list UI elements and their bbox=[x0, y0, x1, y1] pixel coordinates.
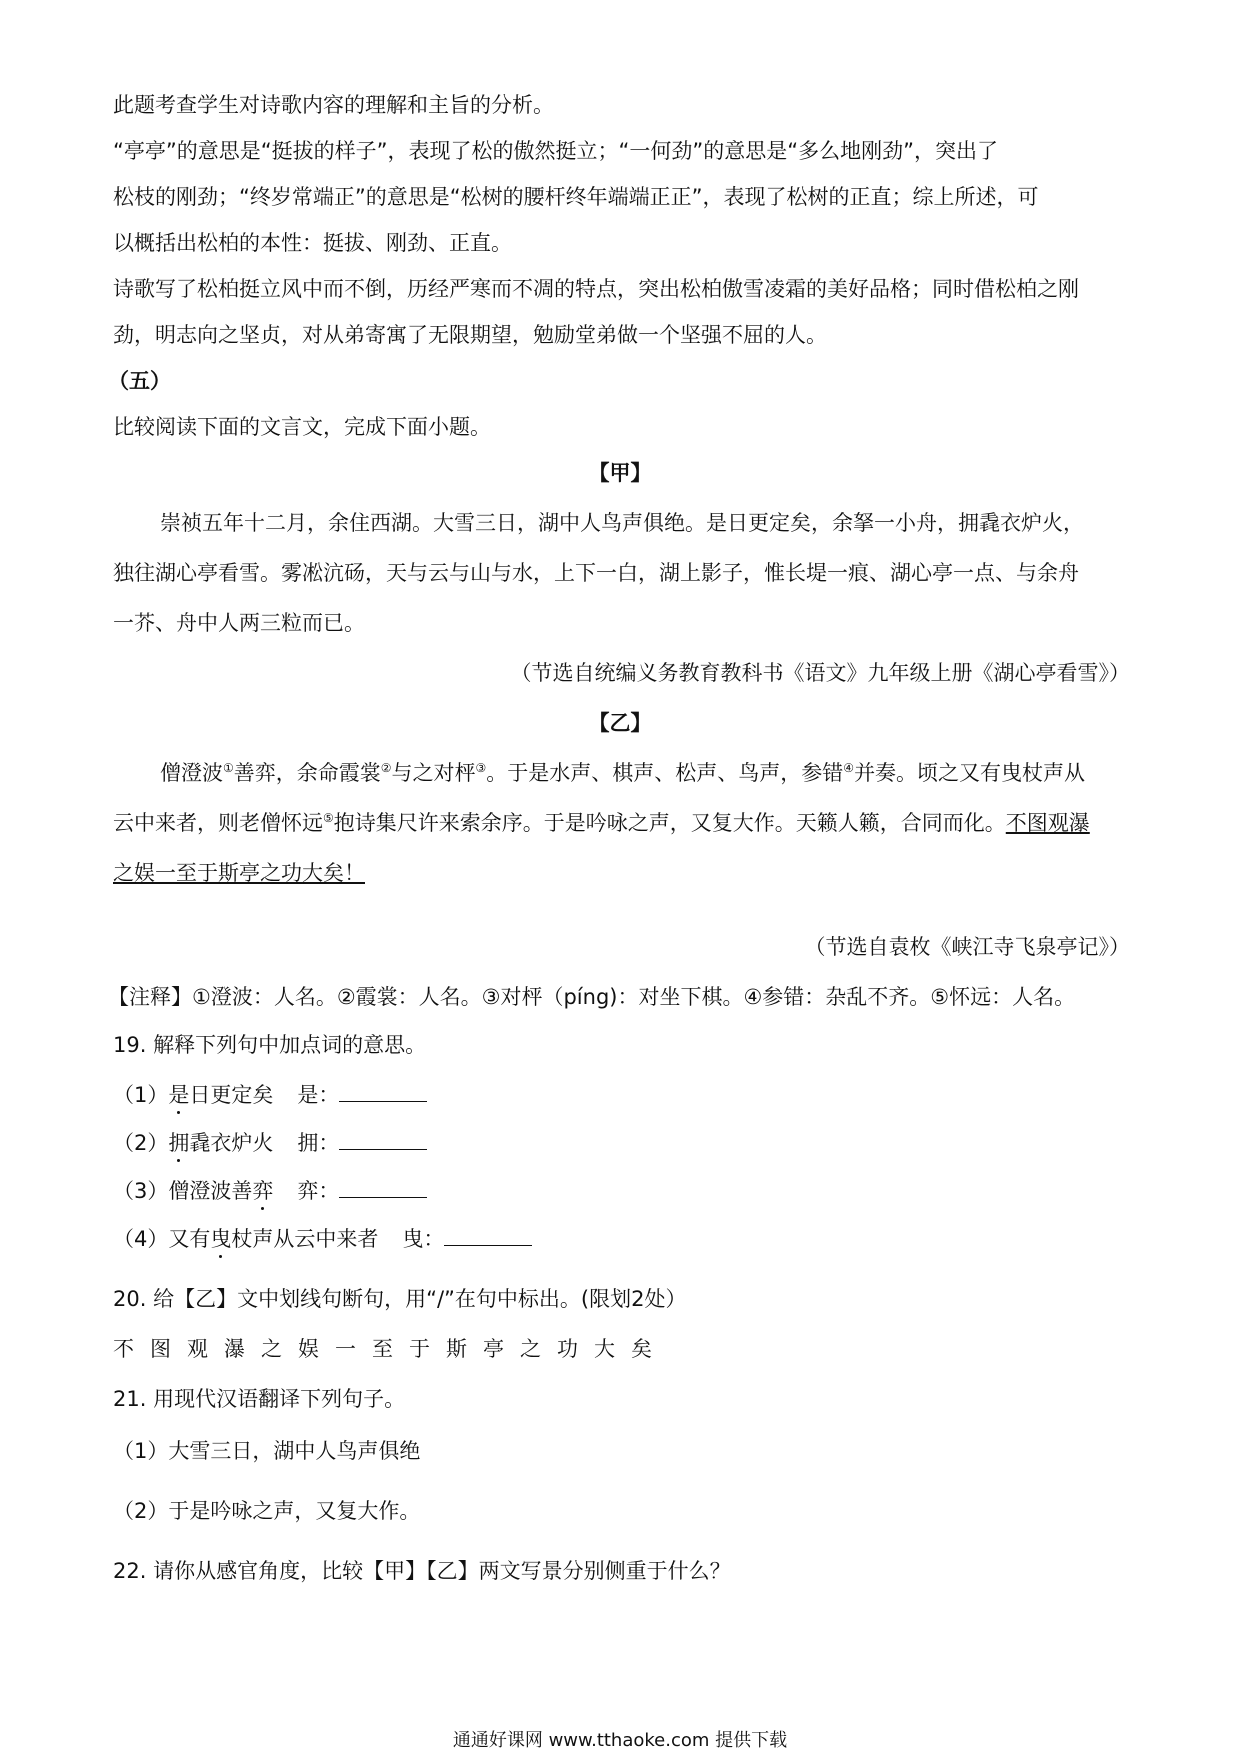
yi-text-2a: 云中来者，则老僧怀远 bbox=[113, 811, 323, 835]
question-19-item-3 bbox=[113, 1176, 427, 1206]
note-marker-1: ① bbox=[223, 761, 234, 775]
item-key: 拥： bbox=[297, 1131, 340, 1155]
underlined-sentence-part-2: 之娱一至于斯亭之功大矣！ bbox=[113, 861, 365, 885]
section-title: （五） bbox=[108, 369, 171, 393]
note-marker-4: ④ bbox=[843, 761, 855, 775]
question-19-item-4 bbox=[113, 1224, 532, 1254]
page-footer: 通通好课网 www.tthaoke.com 提供下载 bbox=[452, 1730, 788, 1751]
question-21-stem: 21. 用现代汉语翻译下列句子。 bbox=[113, 1387, 406, 1411]
answer-blank[interactable] bbox=[339, 1177, 427, 1198]
analysis-line-5: 诗歌写了松柏挺立风中而不倒，历经严寒而不凋的特点，突出松柏傲雪凌霜的美好品格；同时借松柏之刚 bbox=[113, 277, 1079, 301]
item-text: 又有 bbox=[168, 1227, 211, 1251]
passage-jia-line-3: 一芥、舟中人两三粒而已。 bbox=[113, 611, 365, 635]
passage-jia-source: （节选自统编义务教育教科书《语文》九年级上册《湖心亭看雪》） bbox=[510, 661, 1130, 685]
item-number: （4） bbox=[113, 1227, 169, 1251]
question-19-stem: 19. 解释下列句中加点词的意思。 bbox=[113, 1033, 427, 1057]
passage-yi-source: （节选自袁枚《峡江寺飞泉亭记》） bbox=[804, 935, 1130, 959]
yi-text-1d: 。于是水声、棋声、松声、鸟声，参错 bbox=[486, 761, 844, 785]
dotted-word: 是 bbox=[168, 1083, 190, 1107]
analysis-line-6: 劲，明志向之坚贞，对从弟寄寓了无限期望，勉励堂弟做一个坚强不屈的人。 bbox=[113, 323, 827, 347]
passage-yi-line-2 bbox=[113, 808, 1090, 838]
item-key: 弈： bbox=[297, 1179, 340, 1203]
section-intro: 比较阅读下面的文言文，完成下面小题。 bbox=[113, 415, 491, 439]
note-marker-3: ③ bbox=[475, 761, 487, 775]
question-21-item-1: （1）大雪三日，湖中人鸟声俱绝 bbox=[113, 1439, 421, 1463]
dotted-word: 曳 bbox=[210, 1227, 232, 1251]
question-19-item-1 bbox=[113, 1080, 427, 1110]
analysis-line-2: “亭亭”的意思是“挺拔的样子”，表现了松的傲然挺立；“一何劲”的意思是“多么地刚劲”，突出了 bbox=[113, 139, 999, 163]
question-19-item-2 bbox=[113, 1128, 427, 1158]
dotted-word: 拥 bbox=[168, 1131, 190, 1155]
passage-yi-line-1 bbox=[160, 758, 1085, 788]
yi-text-1a: 僧澄波 bbox=[160, 761, 223, 785]
passage-jia-header: 【甲】 bbox=[588, 461, 652, 485]
note-marker-5: ⑤ bbox=[323, 811, 334, 825]
dotted-word: 弈 bbox=[252, 1179, 274, 1203]
note-marker-2: ② bbox=[380, 761, 392, 775]
analysis-line-1: 此题考查学生对诗歌内容的理解和主旨的分析。 bbox=[113, 93, 554, 117]
item-text: 日更定矣 bbox=[189, 1083, 274, 1107]
item-text: 杖声从云中来者 bbox=[231, 1227, 379, 1251]
underlined-sentence-part-1: 不图观瀑 bbox=[1005, 811, 1090, 835]
yi-text-2b: 抱诗集尺许来索余序。于是吟咏之声，又复大作。天籁人籁，合同而化。 bbox=[333, 811, 1006, 835]
yi-text-1b: 善弈，余命霞裳 bbox=[233, 761, 381, 785]
answer-blank[interactable] bbox=[339, 1081, 427, 1102]
answer-blank[interactable] bbox=[339, 1129, 427, 1150]
answer-blank[interactable] bbox=[444, 1225, 532, 1246]
yi-text-1e: 并奏。顷之又有曳杖声从 bbox=[854, 761, 1086, 785]
question-21-item-2: （2）于是吟咏之声，又复大作。 bbox=[113, 1499, 421, 1523]
item-number: （3） bbox=[113, 1179, 169, 1203]
question-22-stem: 22. 请你从感官角度，比较【甲】【乙】两文写景分别侧重于什么？ bbox=[113, 1559, 731, 1583]
question-20-sentence[interactable]: 不图观瀑之娱一至于斯亭之功大矣 bbox=[113, 1337, 668, 1361]
item-number: （1） bbox=[113, 1083, 169, 1107]
yi-text-1c: 与之对枰 bbox=[391, 761, 476, 785]
annotation-notes: 【注释】①澄波：人名。②霞裳：人名。③对枰（píng)：对坐下棋。④参错：杂乱不齐。⑤怀远：人名。 bbox=[108, 985, 1076, 1009]
item-number: （2） bbox=[113, 1131, 169, 1155]
item-text: 毳衣炉火 bbox=[189, 1131, 274, 1155]
item-key: 曳： bbox=[402, 1227, 445, 1251]
passage-jia-line-2: 独往湖心亭看雪。雾凇沆砀，天与云与山与水，上下一白，湖上影子，惟长堤一痕、湖心亭一点、与余舟 bbox=[113, 561, 1079, 585]
passage-yi-header: 【乙】 bbox=[588, 711, 652, 735]
question-20-stem: 20. 给【乙】文中划线句断句，用“/”在句中标出。(限划2处） bbox=[113, 1287, 687, 1311]
analysis-line-4: 以概括出松柏的本性：挺拔、刚劲、正直。 bbox=[113, 231, 512, 255]
item-key: 是： bbox=[297, 1083, 340, 1107]
passage-jia-line-1: 崇祯五年十二月，余住西湖。大雪三日，湖中人鸟声俱绝。是日更定矣，余拏一小舟，拥毳衣炉火， bbox=[160, 511, 1084, 535]
analysis-line-3: 松枝的刚劲；“终岁常端正”的意思是“松树的腰杆终年端端正正”，表现了松树的正直；综上所述，可 bbox=[113, 185, 1039, 209]
item-text: 僧澄波善 bbox=[168, 1179, 253, 1203]
